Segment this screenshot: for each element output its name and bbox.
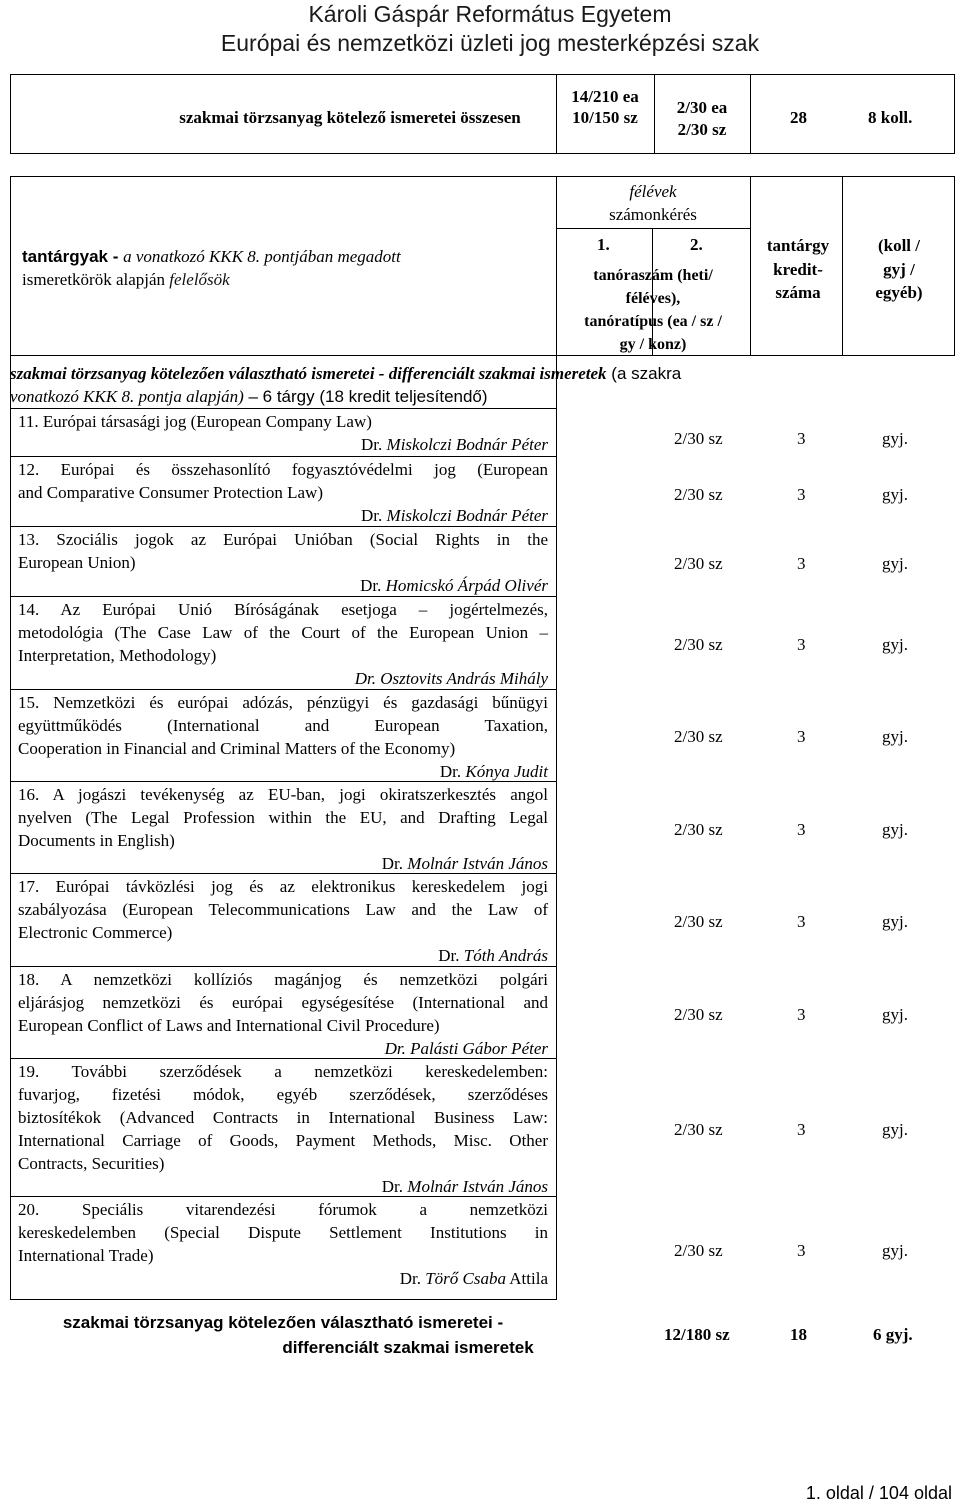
course-title-line: 20. Speciális vitarendezési fórumok a nemzetközi bbox=[18, 1200, 548, 1219]
course-credits: 3 bbox=[797, 1005, 806, 1024]
course-type: gyj. bbox=[882, 429, 908, 448]
course-title-line: 15. Nemzetközi és európai adózás, pénzügyi és gazdasági bűnügyi bbox=[18, 693, 548, 712]
type-header-1: (koll / bbox=[877, 236, 921, 255]
section-title-line2: vonatkozó KKK 8. pontja alapján) – 6 tárgy (18 kredit teljesítendő) bbox=[10, 387, 488, 406]
summary-top-credits: 28 bbox=[790, 108, 807, 127]
course-item bbox=[18, 528, 548, 597]
course-hours: 2/30 sz bbox=[674, 554, 723, 573]
course-hours: 2/30 sz bbox=[674, 1120, 723, 1139]
course-type: gyj. bbox=[882, 1005, 908, 1024]
course-title-line: biztosítékok (Advanced Contracts in International Business Law: bbox=[18, 1108, 548, 1127]
course-item bbox=[18, 875, 548, 967]
course-title-line: 11. Európai társasági jog (European Company Law) bbox=[18, 412, 372, 431]
credit-header-1: tantárgy bbox=[766, 236, 830, 255]
course-credits: 3 bbox=[797, 429, 806, 448]
course-type: gyj. bbox=[882, 912, 908, 931]
hours-header-2: féléves), bbox=[625, 290, 681, 307]
program-title: Európai és nemzetközi üzleti jog mesterképzési szak bbox=[220, 30, 760, 56]
course-title-line: együttműködés (International and European Taxation, bbox=[18, 716, 548, 735]
course-item bbox=[18, 968, 548, 1060]
course-lecturer: Dr. Osztovits András Mihály bbox=[354, 669, 548, 688]
course-hours: 2/30 sz bbox=[674, 820, 723, 839]
course-title-line: European Union) bbox=[18, 553, 136, 572]
course-lecturer: Dr. Tóth András bbox=[438, 946, 548, 965]
course-title-line: eljárásjog nemzetközi és európai egységesítése (International and bbox=[18, 993, 548, 1012]
course-type: gyj. bbox=[882, 727, 908, 746]
course-credits: 3 bbox=[797, 635, 806, 654]
course-title-line: 18. A nemzetközi kollíziós magánjog és nemzetközi polgári bbox=[18, 970, 548, 989]
type-header-2: gyj / bbox=[883, 260, 915, 279]
summary-top-hours-2: 10/150 sz bbox=[572, 108, 638, 127]
summary-bottom-type: 6 gyj. bbox=[873, 1325, 913, 1344]
course-lecturer: Dr. Miskolczi Bodnár Péter bbox=[361, 506, 548, 525]
course-type: gyj. bbox=[882, 554, 908, 573]
course-title-line: metodológia (The Case Law of the Court of the European Union – bbox=[18, 623, 548, 642]
course-hours: 2/30 sz bbox=[674, 429, 723, 448]
course-lecturer: Dr. Molnár István János bbox=[381, 854, 548, 873]
course-title-line: International Carriage of Goods, Payment Methods, Misc. Other bbox=[18, 1131, 548, 1150]
course-title-line: 17. Európai távközlési jog és az elektronikus kereskedelem jogi bbox=[18, 877, 548, 896]
course-credits: 3 bbox=[797, 1120, 806, 1139]
summary-bottom-hours: 12/180 sz bbox=[664, 1325, 730, 1344]
course-item bbox=[18, 1198, 548, 1290]
course-title-line: Interpretation, Methodology) bbox=[18, 646, 217, 665]
course-lecturer: Dr. Molnár István János bbox=[381, 1177, 548, 1196]
university-title: Károli Gáspár Református Egyetem bbox=[308, 1, 672, 27]
course-credits: 3 bbox=[797, 1241, 806, 1260]
course-title-line: Documents in English) bbox=[18, 831, 175, 850]
course-title-line: International Trade) bbox=[18, 1246, 154, 1265]
course-credits: 3 bbox=[797, 554, 806, 573]
summary-bottom-credits: 18 bbox=[790, 1325, 807, 1344]
course-type: gyj. bbox=[882, 1120, 908, 1139]
credit-header-2: kredit- bbox=[773, 260, 823, 279]
course-item bbox=[18, 458, 548, 527]
course-title-line: 19. További szerződések a nemzetközi kereskedelemben: bbox=[18, 1062, 548, 1081]
assessment-header: számonkérés bbox=[609, 205, 697, 224]
course-title-line: Electronic Commerce) bbox=[18, 923, 173, 942]
sem1-header: 1. bbox=[597, 235, 610, 254]
course-hours: 2/30 sz bbox=[674, 912, 723, 931]
hours-header-1: tanóraszám (heti/ bbox=[593, 267, 713, 284]
course-title-line: 12. Európai és összehasonlító fogyasztóvédelmi jog (European bbox=[18, 460, 548, 479]
course-title-line: and Comparative Consumer Protection Law) bbox=[18, 483, 323, 502]
course-hours: 2/30 sz bbox=[674, 727, 723, 746]
summary-top-label: szakmai törzsanyag kötelező ismeretei összesen bbox=[179, 108, 521, 127]
course-title-line: Cooperation in Financial and Criminal Matters of the Economy) bbox=[18, 739, 456, 758]
course-item bbox=[18, 783, 548, 875]
course-title-line: kereskedelemben (Special Dispute Settlement Institutions in bbox=[18, 1223, 548, 1242]
course-lecturer: Dr. Kónya Judit bbox=[439, 762, 548, 781]
course-hours: 2/30 sz bbox=[674, 1241, 723, 1260]
course-title-line: 14. Az Európai Unió Bíróságának esetjoga – jogértelmezés, bbox=[18, 600, 548, 619]
summary-top-exam: 8 koll. bbox=[868, 108, 913, 127]
section-title: szakmai törzsanyag kötelezően választható ismeretei - differenciált szakmai ismeretek (a szakra bbox=[10, 364, 682, 383]
summary-top-hours-1: 14/210 ea bbox=[571, 87, 639, 106]
course-title-line: 16. A jogászi tevékenység az EU-ban, jogi okiratszerkesztés angol bbox=[18, 785, 548, 804]
summary-top-sem2-1: 2/30 ea bbox=[676, 98, 728, 117]
course-item bbox=[18, 1060, 548, 1198]
course-type: gyj. bbox=[882, 635, 908, 654]
page-footer: 1. oldal / 104 oldal bbox=[805, 1483, 952, 1503]
sem2-header: 2. bbox=[690, 235, 703, 254]
course-hours: 2/30 sz bbox=[674, 485, 723, 504]
course-lecturer: Dr. Palásti Gábor Péter bbox=[384, 1039, 548, 1058]
course-hours: 2/30 sz bbox=[674, 635, 723, 654]
course-item bbox=[18, 598, 548, 690]
hours-header-3: tanóratípus (ea / sz / bbox=[584, 313, 722, 330]
course-credits: 3 bbox=[797, 727, 806, 746]
course-title-line: European Conflict of Laws and International Civil Procedure) bbox=[18, 1016, 440, 1035]
course-credits: 3 bbox=[797, 912, 806, 931]
summary-top-sem2-2: 2/30 sz bbox=[677, 120, 727, 139]
course-hours: 2/30 sz bbox=[674, 1005, 723, 1024]
subjects-header: tantárgyak - a vonatkozó KKK 8. pontjában megadott bbox=[22, 247, 401, 266]
course-item bbox=[18, 691, 548, 783]
course-credits: 3 bbox=[797, 485, 806, 504]
course-lecturer: Dr. Homicskó Árpád Olivér bbox=[360, 576, 548, 595]
type-header-3: egyéb) bbox=[875, 283, 923, 302]
course-title-line: 13. Szociális jogok az Európai Unióban (Social Rights in the bbox=[18, 530, 548, 549]
course-type: gyj. bbox=[882, 1241, 908, 1260]
course-lecturer: Dr. Törő Csaba Attila bbox=[399, 1269, 548, 1288]
subjects-header-line2: ismeretkörök alapján felelősök bbox=[22, 270, 230, 289]
course-title-line: nyelven (The Legal Profession within the EU, and Drafting Legal bbox=[18, 808, 548, 827]
course-item bbox=[18, 410, 548, 456]
course-lecturer: Dr. Miskolczi Bodnár Péter bbox=[361, 435, 548, 454]
hours-header-4: gy / konz) bbox=[619, 336, 687, 353]
summary-bottom-label-1: szakmai törzsanyag kötelezően választható ismeretei - bbox=[62, 1313, 504, 1332]
course-credits: 3 bbox=[797, 820, 806, 839]
summary-bottom-label-2: differenciált szakmai ismeretek bbox=[282, 1338, 534, 1357]
course-title-line: Contracts, Securities) bbox=[18, 1154, 165, 1173]
course-type: gyj. bbox=[882, 820, 908, 839]
course-type: gyj. bbox=[882, 485, 908, 504]
semesters-header: félévek bbox=[629, 182, 677, 201]
course-title-line: szabályozása (European Telecommunications Law and the Law of bbox=[18, 900, 548, 919]
credit-header-3: száma bbox=[775, 283, 821, 302]
course-title-line: fuvarjog, fizetési módok, egyéb szerződések, szerződéses bbox=[18, 1085, 548, 1104]
